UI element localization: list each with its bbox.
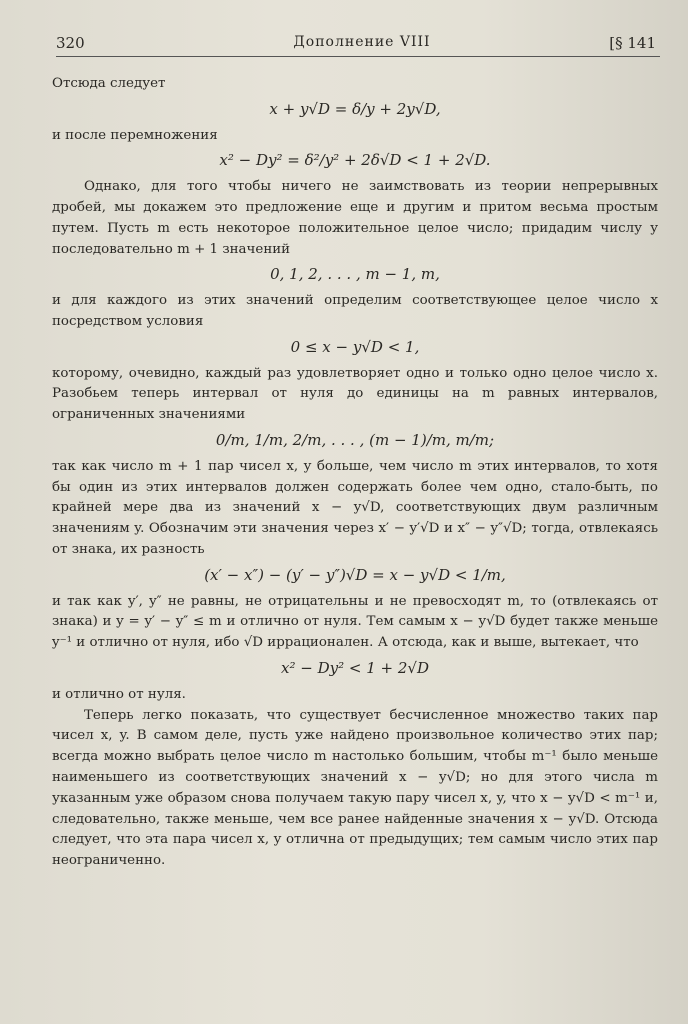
paragraph: и после перемножения <box>52 127 218 143</box>
running-title: Дополнение VIII <box>293 34 431 50</box>
equation: (x′ − x″) − (y′ − y″)√D = x − y√D < 1/m, <box>204 565 506 584</box>
equation: x² − Dy² = δ²/y² + 2δ√D < 1 + 2√D. <box>219 151 491 170</box>
header-rule <box>56 56 660 57</box>
equation: x² − Dy² < 1 + 2√D <box>281 658 429 677</box>
section-marker: [§ 141 <box>609 34 656 52</box>
equation: 0/m, 1/m, 2/m, . . . , (m − 1)/m, m/m; <box>215 430 495 449</box>
paragraph: так как число m + 1 пар чисел x, y больше, чем число m этих интервалов, то хотя бы один из этих интервалов должен содержать более чем одно, стало-быть, по крайней мере два из значений x − y√D, соответствующих двум различным значениям y. Обозначим эти значения через x′ − y′√D и x″ − y″√D; тогда, отвлекаясь от знака, их разность <box>52 458 658 557</box>
equation: 0 ≤ x − y√D < 1, <box>290 337 420 356</box>
paragraph: Отсюда следует <box>52 76 166 91</box>
page-body <box>52 74 658 872</box>
paragraph: и для каждого из этих значений определим соответствующее целое число x посредством условия <box>52 293 658 329</box>
paragraph: и отлично от нуля. <box>52 686 186 702</box>
paragraph: и так как y′, y″ не равны, не отрицательны и не превосходят m, то (отвлекаясь от знака) и y = y′ − y″ ≤ m и отлично от нуля. Тем самым x − y√D будет также меньше y⁻¹ и отлично от нуля, ибо √D иррационален. А отсюда, как и выше, вытекает, что <box>52 593 658 651</box>
equation: x + y√D = δ/y + 2y√D, <box>269 99 441 118</box>
paragraph: которому, очевидно, каждый раз удовлетворяет одно и только одно целое число x. Разобьем теперь интервал от нуля до единицы на m равных интервалов, ограниченных значениями <box>52 365 658 423</box>
paragraph: Теперь легко показать, что существует бесчисленное множество таких пар чисел x, y. В самом деле, пусть уже найдено произвольное количество этих пар; всегда можно выбрать целое число m настолько большим, чтобы m⁻¹ было меньше наименьшего из соответствующих значений x − y√D; но для этого числа m указанным уже образом снова получаем такую пару чисел x, y, что x − y√D < m⁻¹ и, следовательно, также меньше, чем все ранее найденные значения x − y√D. Отсюда следует, что эта пара чисел x, y отлична от предыдущих; тем самым число этих пар неограниченно. <box>52 707 658 869</box>
equation: 0, 1, 2, . . . , m − 1, m, <box>270 265 440 284</box>
page-header <box>56 34 668 62</box>
page-number: 320 <box>56 34 85 52</box>
paragraph: Однако, для того чтобы ничего не заимствовать из теории непрерывных дробей, мы докажем это предложение еще и другим и притом весьма простым путем. Пусть m есть некоторое положительное целое число; придадим числу y последовательно m + 1 значений <box>52 179 658 257</box>
